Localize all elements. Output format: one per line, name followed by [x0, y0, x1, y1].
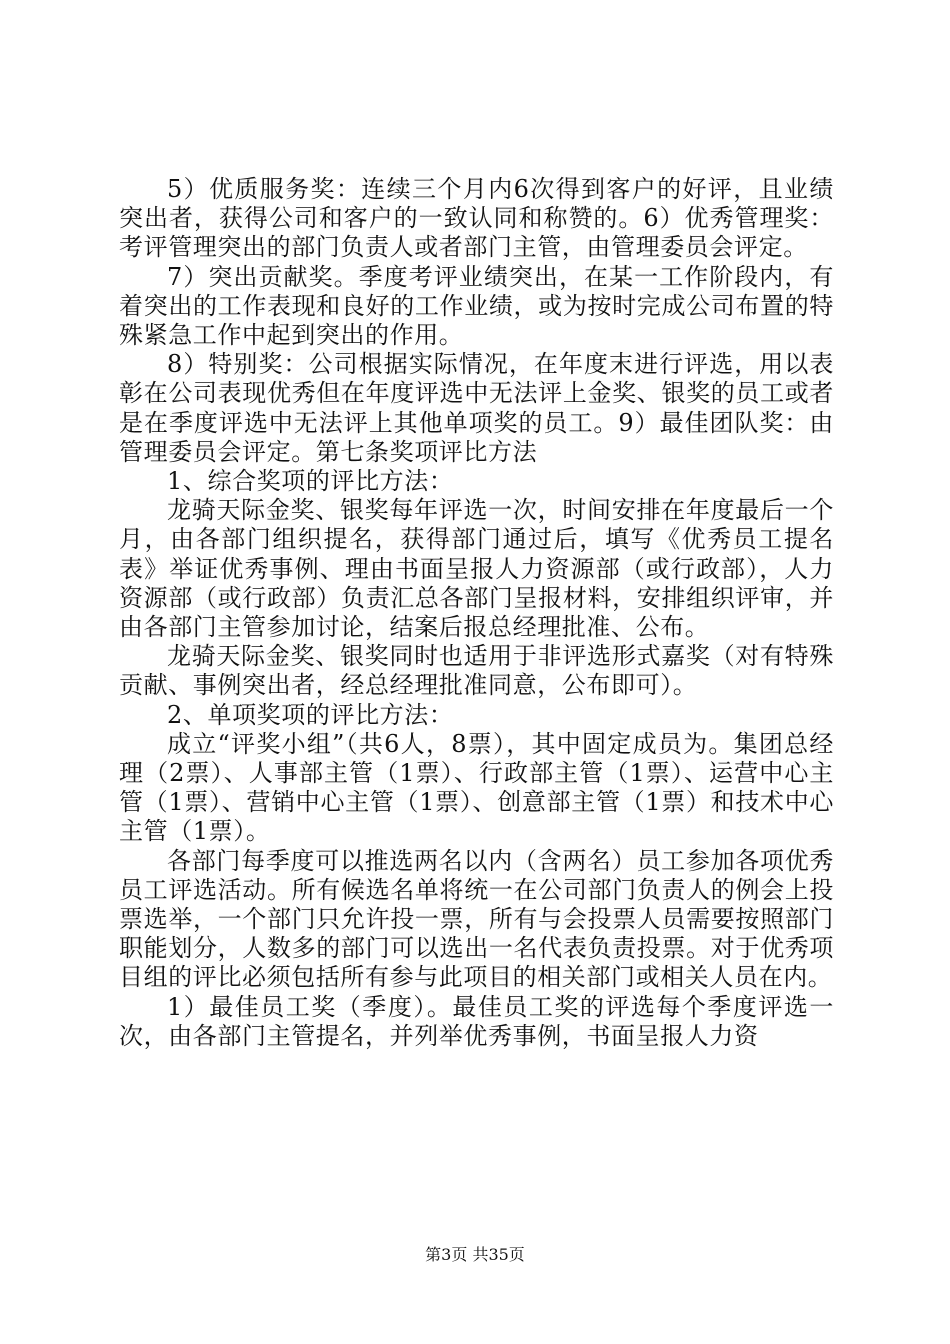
paragraph-committee: 成立“评奖小组”（共6人，8票），其中固定成员为。集团总经理（2票）、人事部主管（1票）、行政部主管（1票）、运营中心主管（1票）、营销中心主管（1票）、创意部主管（1票）和技术中心主管（1票）。 [119, 729, 834, 846]
document-body [119, 175, 834, 1051]
paragraph-award-5-6: 5）优质服务奖：连续三个月内6次得到客户的好评，且业绩突出者，获得公司和客户的一致认同和称赞的。6）优秀管理奖：考评管理突出的部门负责人或者部门主管，由管理委员会评定。 [119, 175, 834, 262]
paragraph-award-7: 7）突出贡献奖。季度考评业绩突出，在某一工作阶段内，有着突出的工作表现和良好的工作业绩，或为按时完成公司布置的特殊紧急工作中起到突出的作用。 [119, 262, 834, 350]
paragraph-gold-silver-nonselection: 龙骑天际金奖、银奖同时也适用于非评选形式嘉奖（对有特殊贡献、事例突出者，经总经理批准同意，公布即可）。 [119, 642, 834, 700]
paragraph-department-nomination: 各部门每季度可以推选两名以内（含两名）员工参加各项优秀员工评选活动。所有候选名单将统一在公司部门负责人的例会上投票选举，一个部门只允许投一票，所有与会投票人员需要按照部门职能划分，人数多的部门可以选出一名代表负责投票。对于优秀项目组的评比必须包括所有参与此项目的相关部门或相关人员在内。 [119, 846, 834, 992]
paragraph-best-employee: 1）最佳员工奖（季度）。最佳员工奖的评选每个季度评选一次，由各部门主管提名，并列举优秀事例，书面呈报人力资 [119, 992, 834, 1050]
paragraph-gold-silver-selection: 龙骑天际金奖、银奖每年评选一次，时间安排在年度最后一个月，由各部门组织提名，获得部门通过后，填写《优秀员工提名表》举证优秀事例、理由书面呈报人力资源部（或行政部），人力资源部（或行政部）负责汇总各部门呈报材料，安排组织评审，并由各部门主管参加讨论，结案后报总经理批准、公布。 [119, 496, 834, 642]
paragraph-comprehensive-heading: 1、综合奖项的评比方法： [167, 467, 454, 496]
paragraph-award-8-9: 8）特别奖：公司根据实际情况，在年度末进行评选，用以表彰在公司表现优秀但在年度评选中无法评上金奖、银奖的员工或者是在季度评选中无法评上其他单项奖的员工。9）最佳团队奖：由管理委员会评定。第七条奖项评比方法 [119, 350, 834, 466]
page-number-footer: 第3页 共35页 [425, 1245, 525, 1264]
paragraph-single-heading: 2、单项奖项的评比方法： [167, 700, 454, 729]
